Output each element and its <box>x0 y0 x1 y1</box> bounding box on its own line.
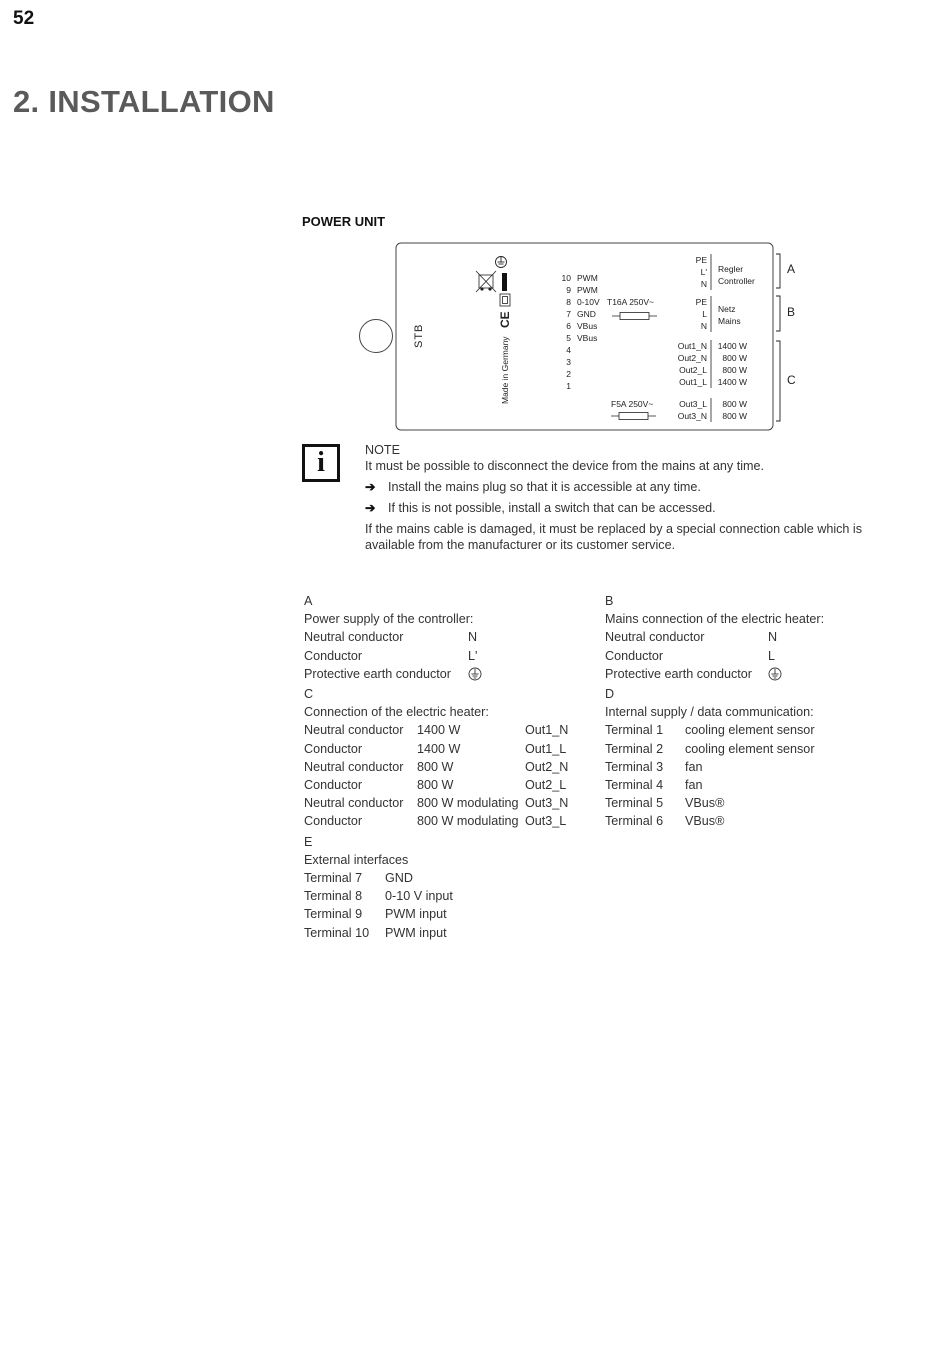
terminal-label: VBus <box>577 333 598 343</box>
pin-power: 800 W <box>722 399 747 409</box>
note-block <box>365 442 865 553</box>
bracket-c <box>776 341 780 421</box>
arrow-icon: ➔ <box>365 501 376 515</box>
section-title: External interfaces <box>304 852 409 867</box>
bracket-a-label: A <box>787 262 796 276</box>
table-row: Neutral conductor N <box>605 630 778 645</box>
pin-label: Out1_L <box>679 377 707 387</box>
arrow-icon: ➔ <box>365 480 376 494</box>
pin-power: 1400 W <box>717 341 747 351</box>
terminal-number: 1 <box>566 381 571 391</box>
mounting-hole <box>360 320 393 353</box>
weee-bin-icon <box>476 271 507 292</box>
group-label: Regler <box>718 264 744 274</box>
group-label: Mains <box>718 316 741 326</box>
bracket-a <box>776 254 780 288</box>
pin-label: N <box>700 321 707 331</box>
connector-group-d <box>678 398 747 422</box>
section-c <box>304 685 568 831</box>
section-a <box>304 592 568 683</box>
pin-power: 800 W <box>722 353 747 363</box>
table-row: Protective earth conductor <box>304 665 482 683</box>
made-in-germany-label: Made in Germany <box>500 336 510 404</box>
section-e-table <box>304 869 453 942</box>
pin-label: Out2_N <box>677 353 707 363</box>
section-b-table <box>605 628 782 683</box>
terminal-number: 5 <box>566 333 571 343</box>
earth-symbol-icon <box>768 667 782 681</box>
pin-label: PE <box>695 255 707 265</box>
table-row: Terminal 10 PWM input <box>304 925 447 940</box>
section-letter: E <box>304 834 313 849</box>
unit-title: POWER UNIT <box>302 214 386 229</box>
terminal-number: 7 <box>566 309 571 319</box>
group-label: Controller <box>718 276 755 286</box>
pin-label: Out1_N <box>677 341 707 351</box>
section-title: Connection of the electric heater: <box>304 705 489 720</box>
note-bullet: ➔ If this is not possible, install a switch that can be accessed. <box>365 501 716 515</box>
table-row: Neutral conductor N <box>304 630 478 645</box>
terminal-label: VBus <box>577 321 598 331</box>
legend-left <box>304 592 568 942</box>
section-a-table <box>304 628 482 683</box>
terminal-label: 0-10V <box>577 297 600 307</box>
stb-label: STB <box>413 323 425 348</box>
section-b <box>605 592 824 683</box>
pin-label: Out3_L <box>679 399 707 409</box>
pin-power: 800 W <box>722 365 747 375</box>
table-row: Neutral conductor 800 W Out2_N <box>304 759 569 774</box>
table-row: Neutral conductor 800 W modulating Out3_N <box>304 796 569 811</box>
fuse-f5a-symbol <box>611 413 656 420</box>
terminal-number: 8 <box>566 297 571 307</box>
pin-power: 1400 W <box>717 377 747 387</box>
group-label: Netz <box>718 304 736 314</box>
table-row: Conductor 1400 W Out1_L <box>304 741 567 756</box>
section-letter: D <box>605 686 615 701</box>
table-row: Terminal 1 cooling element sensor <box>605 723 815 738</box>
terminal-number: 6 <box>566 321 571 331</box>
terminal-number: 2 <box>566 369 571 379</box>
terminal-list <box>562 273 600 391</box>
pin-label: L' <box>700 267 707 277</box>
terminal-label: PWM <box>577 285 598 295</box>
bracket-c-label: C <box>787 373 796 387</box>
section-letter: B <box>605 594 614 608</box>
ce-mark: CE <box>498 311 512 328</box>
note-line: It must be possible to disconnect the device from the mains at any time. <box>365 459 764 473</box>
table-row: Conductor L' <box>304 648 478 663</box>
info-icon: i <box>302 444 340 482</box>
table-row: Terminal 6 VBus® <box>605 814 725 829</box>
section-letter: A <box>304 594 313 608</box>
terminal-number: 3 <box>566 357 571 367</box>
section-title: Internal supply / data communication: <box>605 705 814 720</box>
section-title: Power supply of the controller: <box>304 612 474 627</box>
pin-label: PE <box>695 297 707 307</box>
connector-group-c <box>678 340 747 388</box>
terminal-label: PWM <box>577 273 598 283</box>
fuse-t16a-label: T16A 250V~ <box>607 297 655 307</box>
terminal-number: 10 <box>561 273 571 283</box>
table-row: Terminal 4 fan <box>605 777 703 792</box>
table-row: Conductor 800 W modulating Out3_L <box>304 814 567 829</box>
note-bullet: ➔ Install the mains plug so that it is accessible at any time. <box>365 480 701 494</box>
section-d-table <box>605 721 815 830</box>
terminal-number: 9 <box>566 285 571 295</box>
earth-symbol-top <box>496 257 507 268</box>
pin-label: Out2_L <box>679 365 707 375</box>
terminal-number: 4 <box>566 345 571 355</box>
section-d <box>605 685 824 831</box>
table-row: Terminal 8 0-10 V input <box>304 889 453 904</box>
fuse-f5a-label: F5A 250V~ <box>611 399 654 409</box>
section-letter: C <box>304 686 314 701</box>
table-row: Protective earth conductor <box>605 665 782 683</box>
fuse-t16a-symbol <box>612 313 657 320</box>
table-row: Terminal 3 fan <box>605 759 703 774</box>
section-c-table <box>304 721 568 830</box>
page-number: 52 <box>13 8 35 29</box>
table-row: Terminal 2 cooling element sensor <box>605 741 815 756</box>
class-ii-symbol <box>500 294 510 306</box>
table-row: Conductor L <box>605 648 776 663</box>
legend-right <box>605 592 824 831</box>
pin-power: 800 W <box>722 411 747 421</box>
earth-symbol-icon <box>468 667 482 681</box>
section-title: 2. INSTALLATION <box>13 84 275 119</box>
connector-group-a <box>696 254 755 290</box>
terminal-label: GND <box>577 309 596 319</box>
note-title: NOTE <box>365 443 400 457</box>
section-title: Mains connection of the electric heater: <box>605 612 825 627</box>
pin-label: N <box>700 279 707 289</box>
table-row: Conductor 800 W Out2_L <box>304 777 567 792</box>
bracket-b <box>776 296 780 331</box>
table-row: Terminal 5 VBus® <box>605 796 725 811</box>
section-e <box>304 833 568 942</box>
pin-label: Out3_N <box>677 411 707 421</box>
table-row: Neutral conductor 1400 W Out1_N <box>304 723 569 738</box>
note-cable-info: If the mains cable is damaged, it must be replaced by a special connection cable which is available from the manufacturer or its customer service. <box>365 522 863 552</box>
bracket-b-label: B <box>787 305 796 319</box>
connector-group-b <box>696 296 741 332</box>
pin-label: L <box>702 309 707 319</box>
table-row: Terminal 9 PWM input <box>304 907 447 922</box>
table-row: Terminal 7 GND <box>304 870 413 885</box>
power-unit-diagram <box>355 238 815 433</box>
